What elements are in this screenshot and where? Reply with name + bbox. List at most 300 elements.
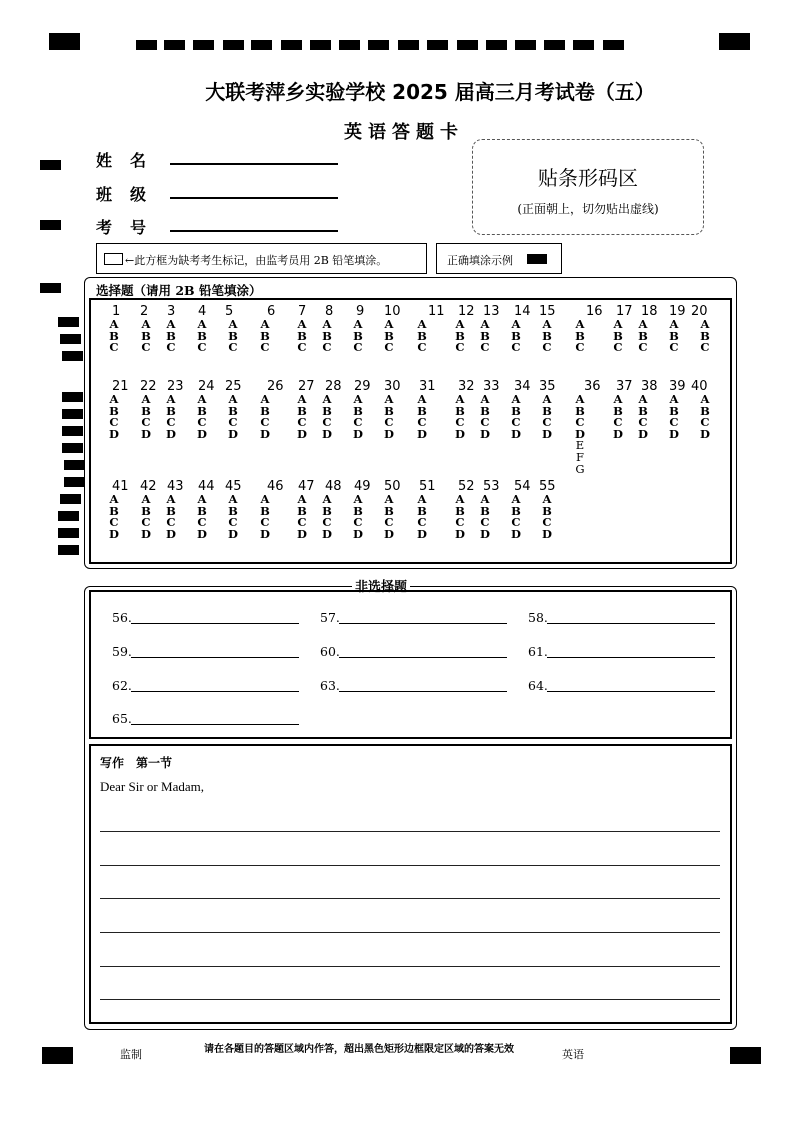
question-number-28: 28 [325,379,342,394]
writing-line[interactable] [100,898,720,899]
option-21-B[interactable]: B [109,403,119,418]
option-18-A[interactable]: A [638,317,648,331]
option-40-D[interactable]: D [700,426,710,441]
option-27-D[interactable]: D [297,426,307,441]
question-number-43: 43 [167,479,184,494]
option-50-A[interactable]: A [384,492,394,506]
option-52-A[interactable]: A [455,492,465,506]
option-29-C[interactable]: C [353,415,363,430]
option-32-B[interactable]: B [455,403,465,418]
blank-line-65[interactable] [131,724,299,725]
option-49-D[interactable]: D [353,526,363,541]
option-51-B[interactable]: B [417,503,427,518]
question-number-49: 49 [354,479,371,494]
option-27-C[interactable]: C [297,415,307,430]
option-38-B[interactable]: B [638,403,648,418]
option-20-A[interactable]: A [700,317,710,331]
option-25-D[interactable]: D [228,426,238,441]
option-13-A[interactable]: A [480,317,490,331]
option-54-A[interactable]: A [511,492,521,506]
question-number-29: 29 [354,379,371,394]
option-43-C[interactable]: C [166,515,176,530]
option-28-D[interactable]: D [322,426,332,441]
option-49-B[interactable]: B [353,503,363,518]
option-13-C[interactable]: C [480,340,490,355]
option-39-B[interactable]: B [669,403,679,418]
option-39-C[interactable]: C [669,415,679,430]
option-55-A[interactable]: A [542,492,552,506]
option-49-C[interactable]: C [353,515,363,530]
class-field[interactable] [170,197,338,199]
fill-in-blank-area [89,590,732,739]
option-31-C[interactable]: C [417,415,427,430]
option-44-D[interactable]: D [197,526,207,541]
question-number-23: 23 [167,379,184,394]
question-number-31: 31 [419,379,436,394]
absent-mark-box [96,243,427,274]
option-53-B[interactable]: B [480,503,490,518]
option-19-B[interactable]: B [669,328,679,343]
option-17-B[interactable]: B [613,328,623,343]
option-43-A[interactable]: A [166,492,176,506]
option-51-D[interactable]: D [417,526,427,541]
option-4-B[interactable]: B [197,328,207,343]
option-37-D[interactable]: D [613,426,623,441]
blank-line-64[interactable] [547,691,715,692]
question-number-40: 40 [691,379,708,394]
blank-label-56: 56. [112,610,132,625]
blank-line-57[interactable] [339,623,507,624]
question-number-36: 36 [584,379,601,394]
option-42-B[interactable]: B [141,503,151,518]
option-42-D[interactable]: D [141,526,151,541]
corner-mark-top-left [49,33,80,50]
question-number-9: 9 [356,304,365,319]
option-29-D[interactable]: D [353,426,363,441]
option-51-C[interactable]: C [417,515,427,530]
option-47-A[interactable]: A [297,492,307,506]
option-12-C[interactable]: C [455,340,465,355]
option-48-B[interactable]: B [322,503,332,518]
question-number-55: 55 [539,479,556,494]
option-51-A[interactable]: A [417,492,427,506]
option-34-C[interactable]: C [511,415,521,430]
question-number-19: 19 [669,304,686,319]
writing-line[interactable] [100,999,720,1000]
option-41-D[interactable]: D [109,526,119,541]
option-41-B[interactable]: B [109,503,119,518]
question-number-37: 37 [616,379,633,394]
absent-mark-text: ←此方框为缺考考生标记，由监考员用 2B 铅笔填涂。 [125,254,388,267]
option-24-C[interactable]: C [197,415,207,430]
option-34-B[interactable]: B [511,403,521,418]
option-34-A[interactable]: A [511,392,521,406]
option-11-C[interactable]: C [417,340,427,355]
option-24-A[interactable]: A [197,392,207,406]
blank-line-62[interactable] [131,691,299,692]
absent-checkbox[interactable] [104,253,123,265]
question-number-30: 30 [384,379,401,394]
fill-sample-mark [527,254,547,264]
option-42-C[interactable]: C [141,515,151,530]
option-15-B[interactable]: B [542,328,552,343]
option-45-C[interactable]: C [228,515,238,530]
exam-title: 大联考萍乡实验学校 2025 届高三月考试卷（五） [205,80,655,104]
option-35-D[interactable]: D [542,426,552,441]
option-34-D[interactable]: D [511,426,521,441]
question-number-44: 44 [198,479,215,494]
question-number-20: 20 [691,304,708,319]
option-30-A[interactable]: A [384,392,394,406]
name-field[interactable] [170,163,338,165]
option-1-C[interactable]: C [109,340,119,355]
corner-mark-bottom-right [730,1047,761,1064]
writing-line[interactable] [100,966,720,967]
option-46-B[interactable]: B [260,503,270,518]
option-20-C[interactable]: C [700,340,710,355]
option-27-A[interactable]: A [297,392,307,406]
blank-label-58: 58. [528,610,548,625]
question-number-8: 8 [325,304,334,319]
option-1-B[interactable]: B [109,328,119,343]
question-number-33: 33 [483,379,500,394]
option-53-A[interactable]: A [480,492,490,506]
option-18-B[interactable]: B [638,328,648,343]
question-number-10: 10 [384,304,401,319]
option-47-B[interactable]: B [297,503,307,518]
option-36-G[interactable]: G [575,461,585,476]
option-36-E[interactable]: E [575,438,585,453]
footer-left: 监制 [120,1048,142,1061]
option-25-A[interactable]: A [228,392,238,406]
option-38-D[interactable]: D [638,426,648,441]
question-number-11: 11 [428,304,445,319]
option-35-B[interactable]: B [542,403,552,418]
option-26-B[interactable]: B [260,403,270,418]
option-55-D[interactable]: D [542,526,552,541]
question-number-12: 12 [458,304,475,319]
option-45-A[interactable]: A [228,492,238,506]
blank-line-58[interactable] [547,623,715,624]
question-number-3: 3 [167,304,176,319]
option-33-D[interactable]: D [480,426,490,441]
option-47-D[interactable]: D [297,526,307,541]
option-41-C[interactable]: C [109,515,119,530]
option-27-B[interactable]: B [297,403,307,418]
option-5-A[interactable]: A [228,317,238,331]
option-11-A[interactable]: A [417,317,427,331]
blank-label-65: 65. [112,711,132,726]
name-label: 姓名 [96,151,165,170]
option-30-C[interactable]: C [384,415,394,430]
non-choice-title: 非选择题 [352,580,410,595]
footer-subject: 英语 [562,1048,584,1061]
option-21-C[interactable]: C [109,415,119,430]
option-46-D[interactable]: D [260,526,270,541]
option-9-C[interactable]: C [353,340,363,355]
option-4-C[interactable]: C [197,340,207,355]
option-16-B[interactable]: B [575,328,585,343]
option-53-D[interactable]: D [480,526,490,541]
exam-id-label: 考号 [96,218,165,237]
writing-line[interactable] [100,932,720,933]
writing-line[interactable] [100,865,720,866]
option-39-D[interactable]: D [669,426,679,441]
option-2-C[interactable]: C [141,340,151,355]
option-4-A[interactable]: A [197,317,207,331]
option-10-A[interactable]: A [384,317,394,331]
option-50-D[interactable]: D [384,526,394,541]
option-26-D[interactable]: D [260,426,270,441]
class-label: 班级 [96,185,165,204]
option-50-B[interactable]: B [384,503,394,518]
blank-label-64: 64. [528,678,548,693]
option-23-B[interactable]: B [166,403,176,418]
option-48-A[interactable]: A [322,492,332,506]
option-52-B[interactable]: B [455,503,465,518]
barcode-note: (正面朝上，切勿贴出虚线) [517,202,659,216]
question-number-5: 5 [225,304,234,319]
option-40-A[interactable]: A [700,392,710,406]
question-number-46: 46 [267,479,284,494]
option-25-B[interactable]: B [228,403,238,418]
option-31-B[interactable]: B [417,403,427,418]
option-55-C[interactable]: C [542,515,552,530]
option-16-A[interactable]: A [575,317,585,331]
option-50-C[interactable]: C [384,515,394,530]
option-31-D[interactable]: D [417,426,427,441]
option-21-A[interactable]: A [109,392,119,406]
question-number-21: 21 [112,379,129,394]
option-35-C[interactable]: C [542,415,552,430]
option-36-C[interactable]: C [575,415,585,430]
option-36-D[interactable]: D [575,426,585,441]
option-23-C[interactable]: C [166,415,176,430]
option-15-A[interactable]: A [542,317,552,331]
question-number-53: 53 [483,479,500,494]
option-17-C[interactable]: C [613,340,623,355]
option-13-B[interactable]: B [480,328,490,343]
exam-id-field[interactable] [170,230,338,232]
option-33-B[interactable]: B [480,403,490,418]
question-number-18: 18 [641,304,658,319]
option-44-C[interactable]: C [197,515,207,530]
option-43-B[interactable]: B [166,503,176,518]
option-17-A[interactable]: A [613,317,623,331]
question-number-25: 25 [225,379,242,394]
option-22-A[interactable]: A [141,392,151,406]
option-46-A[interactable]: A [260,492,270,506]
option-42-A[interactable]: A [141,492,151,506]
option-6-A[interactable]: A [260,317,270,331]
option-18-C[interactable]: C [638,340,648,355]
blank-line-60[interactable] [339,657,507,658]
option-8-C[interactable]: C [322,340,332,355]
option-54-D[interactable]: D [511,526,521,541]
option-14-A[interactable]: A [511,317,521,331]
option-10-B[interactable]: B [384,328,394,343]
option-26-A[interactable]: A [260,392,270,406]
option-12-B[interactable]: B [455,328,465,343]
option-40-B[interactable]: B [700,403,710,418]
option-26-C[interactable]: C [260,415,270,430]
option-44-B[interactable]: B [197,503,207,518]
option-8-B[interactable]: B [322,328,332,343]
option-53-C[interactable]: C [480,515,490,530]
option-2-A[interactable]: A [141,317,151,331]
option-2-B[interactable]: B [141,328,151,343]
option-39-A[interactable]: A [669,392,679,406]
option-48-D[interactable]: D [322,526,332,541]
option-7-C[interactable]: C [297,340,307,355]
option-28-C[interactable]: C [322,415,332,430]
question-number-45: 45 [225,479,242,494]
option-25-C[interactable]: C [228,415,238,430]
option-24-D[interactable]: D [197,426,207,441]
option-1-A[interactable]: A [109,317,119,331]
option-21-D[interactable]: D [109,426,119,441]
option-20-B[interactable]: B [700,328,710,343]
option-9-A[interactable]: A [353,317,363,331]
option-43-D[interactable]: D [166,526,176,541]
option-23-A[interactable]: A [166,392,176,406]
question-number-51: 51 [419,479,436,494]
option-33-C[interactable]: C [480,415,490,430]
option-30-B[interactable]: B [384,403,394,418]
option-55-B[interactable]: B [542,503,552,518]
option-54-B[interactable]: B [511,503,521,518]
option-9-B[interactable]: B [353,328,363,343]
option-7-A[interactable]: A [297,317,307,331]
option-36-B[interactable]: B [575,403,585,418]
writing-greeting: Dear Sir or Madam, [100,779,204,794]
blank-line-59[interactable] [131,657,299,658]
option-41-A[interactable]: A [109,492,119,506]
option-54-C[interactable]: C [511,515,521,530]
option-36-F[interactable]: F [576,450,584,464]
option-36-A[interactable]: A [575,392,585,406]
question-number-48: 48 [325,479,342,494]
question-number-16: 16 [586,304,603,319]
question-number-52: 52 [458,479,475,494]
question-number-15: 15 [539,304,556,319]
blank-label-61: 61. [528,644,548,659]
option-22-D[interactable]: D [141,426,151,441]
question-number-41: 41 [112,479,129,494]
answer-sheet-title: 英语答题卡 [344,122,464,143]
option-28-B[interactable]: B [322,403,332,418]
option-23-D[interactable]: D [166,426,176,441]
option-14-B[interactable]: B [511,328,521,343]
option-32-C[interactable]: C [455,415,465,430]
option-31-A[interactable]: A [417,392,427,406]
question-number-1: 1 [112,304,121,319]
option-44-A[interactable]: A [197,492,207,506]
option-49-A[interactable]: A [353,492,363,506]
question-number-2: 2 [140,304,149,319]
option-46-C[interactable]: C [260,515,270,530]
option-5-B[interactable]: B [228,328,238,343]
fill-sample-box [436,243,562,274]
option-48-C[interactable]: C [322,515,332,530]
question-number-32: 32 [458,379,475,394]
question-number-35: 35 [539,379,556,394]
option-52-C[interactable]: C [455,515,465,530]
question-number-38: 38 [641,379,658,394]
option-10-C[interactable]: C [384,340,394,355]
option-6-B[interactable]: B [260,328,270,343]
option-5-C[interactable]: C [228,340,238,355]
option-22-B[interactable]: B [141,403,151,418]
option-19-C[interactable]: C [669,340,679,355]
writing-line[interactable] [100,831,720,832]
question-number-24: 24 [198,379,215,394]
option-3-C[interactable]: C [166,340,176,355]
option-24-B[interactable]: B [197,403,207,418]
blank-label-60: 60. [320,644,340,659]
question-number-17: 17 [616,304,633,319]
question-number-34: 34 [514,379,531,394]
option-3-B[interactable]: B [166,328,176,343]
option-22-C[interactable]: C [141,415,151,430]
option-33-A[interactable]: A [480,392,490,406]
blank-line-56[interactable] [131,623,299,624]
option-8-A[interactable]: A [322,317,332,331]
corner-mark-bottom-left [42,1047,73,1064]
option-45-B[interactable]: B [228,503,238,518]
option-32-D[interactable]: D [455,426,465,441]
option-12-A[interactable]: A [455,317,465,331]
option-19-A[interactable]: A [669,317,679,331]
option-14-C[interactable]: C [511,340,521,355]
option-35-A[interactable]: A [542,392,552,406]
option-40-C[interactable]: C [700,415,710,430]
option-38-A[interactable]: A [638,392,648,406]
question-number-42: 42 [140,479,157,494]
option-6-C[interactable]: C [260,340,270,355]
question-number-13: 13 [483,304,500,319]
multiple-choice-grid [89,298,732,564]
option-32-A[interactable]: A [455,392,465,406]
option-28-A[interactable]: A [322,392,332,406]
writing-heading: 写作 第一节 [100,756,173,770]
option-29-A[interactable]: A [353,392,363,406]
option-3-A[interactable]: A [166,317,176,331]
option-37-A[interactable]: A [613,392,623,406]
option-52-D[interactable]: D [455,526,465,541]
blank-line-61[interactable] [547,657,715,658]
multiple-choice-title: 选择题（请用 2B 铅笔填涂） [96,283,262,298]
option-29-B[interactable]: B [353,403,363,418]
question-number-6: 6 [267,304,276,319]
option-16-C[interactable]: C [575,340,585,355]
blank-line-63[interactable] [339,691,507,692]
option-37-B[interactable]: B [613,403,623,418]
option-37-C[interactable]: C [613,415,623,430]
option-7-B[interactable]: B [297,328,307,343]
option-15-C[interactable]: C [542,340,552,355]
question-number-22: 22 [140,379,157,394]
question-number-26: 26 [267,379,284,394]
option-38-C[interactable]: C [638,415,648,430]
option-45-D[interactable]: D [228,526,238,541]
option-47-C[interactable]: C [297,515,307,530]
option-30-D[interactable]: D [384,426,394,441]
option-11-B[interactable]: B [417,328,427,343]
question-number-54: 54 [514,479,531,494]
question-number-7: 7 [298,304,307,319]
footer-notice: 请在各题目的答题区域内作答，超出黑色矩形边框限定区域的答案无效 [204,1044,514,1055]
